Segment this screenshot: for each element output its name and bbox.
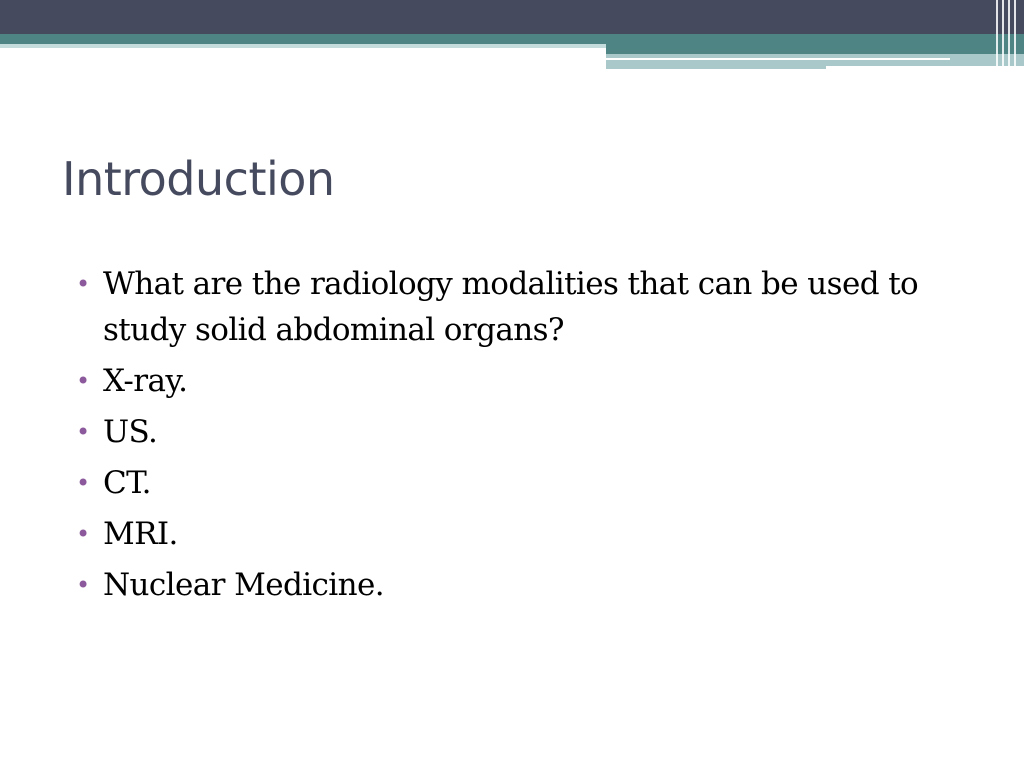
slide-title: Introduction (62, 152, 335, 206)
bullet-item (76, 358, 936, 404)
bullet-item (76, 460, 936, 506)
bullet-text: Nuclear Medicine. (103, 567, 384, 603)
bullet-icon: • (76, 418, 91, 446)
bullet-item (76, 562, 936, 608)
header-band-right-light (606, 54, 1024, 66)
bullet-icon: • (76, 469, 91, 497)
header-band-dark (0, 0, 1024, 34)
header-stripes (992, 0, 1024, 68)
header-band-teal (0, 34, 1024, 44)
header-accent-line-short (606, 66, 826, 69)
header-band-right-teal (606, 44, 1024, 54)
bullet-item (76, 511, 936, 557)
bullet-text: CT. (103, 465, 151, 501)
bullet-text: What are the radiology modalities that can be used to study solid abdominal organs? (103, 266, 919, 348)
bullet-text: X-ray. (103, 363, 188, 399)
bullet-icon: • (76, 367, 91, 395)
bullet-icon: • (76, 270, 91, 298)
bullet-icon: • (76, 571, 91, 599)
bullet-text: MRI. (103, 516, 178, 552)
header-band-pale (0, 44, 606, 48)
header-accent-line (606, 58, 950, 60)
bullet-list (76, 261, 936, 613)
bullet-item (76, 409, 936, 455)
bullet-text: US. (103, 414, 158, 450)
bullet-icon: • (76, 520, 91, 548)
bullet-item (76, 261, 936, 353)
